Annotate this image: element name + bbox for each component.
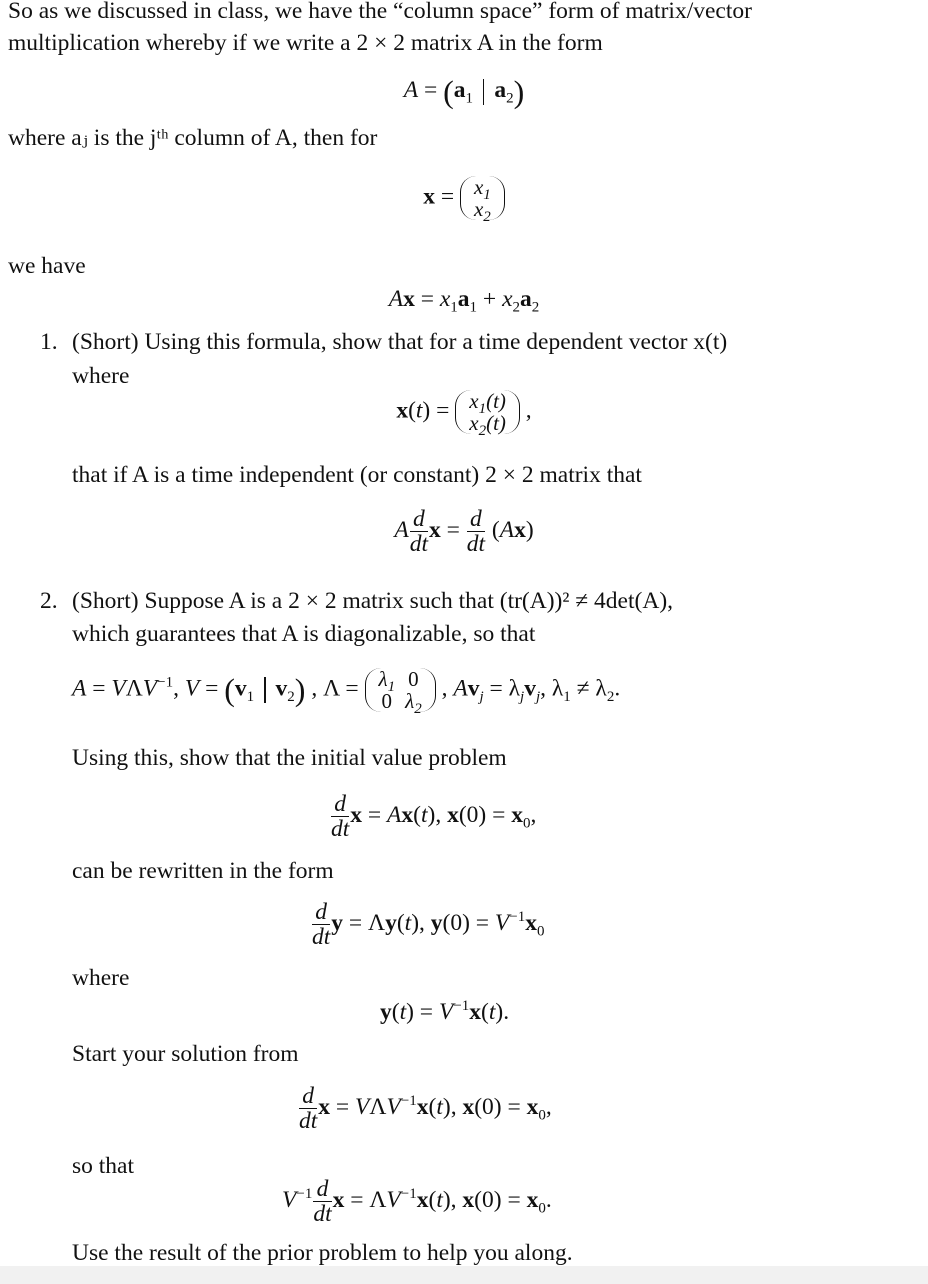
problem-2-text-using: Using this, show that the initial value problem — [72, 745, 507, 771]
intro-line-2: multiplication whereby if we write a 2 × 2 matrix A in the form — [8, 30, 603, 56]
intro-where-line: where aⱼ is the jᵗʰ column of A, then for — [8, 125, 378, 151]
equation-so-that: $V^{-1}$ $\frac{d}{dt}$ $x = \Lambda V^{-1}x(t)$, $x(0) = x_0$. — [282, 1176, 552, 1227]
equation-x-of-t: x(t) = $x_1(t)$ $x_2(t)$ , — [396, 389, 532, 440]
problem-2-text-line-2: which guarantees that A is diagonalizable, so that — [72, 621, 536, 647]
problem-1-text-line-2: where — [72, 363, 130, 389]
equation-column-form: $A = (a_1$ $a_2$) — [403, 73, 525, 110]
equation-derivative-commute: A $\frac{d}{dt}$ x = $\frac{d}{dt}$ (Ax) — [394, 506, 534, 557]
bottom-strip — [0, 1266, 928, 1284]
problem-2-text-start: Start your solution from — [72, 1041, 299, 1067]
problem-2-text-where: where — [72, 965, 130, 991]
equation-ivp-x: $\frac{d}{dt}$ x = Ax(t), $x(0) = x_0$, — [331, 791, 537, 842]
problem-1-text-line-1: (Short) Using this formula, show that for a time dependent vector x(t) — [72, 329, 728, 355]
problem-1-number: 1. — [40, 329, 58, 355]
equation-start: $\frac{d}{dt}$ $x = V\Lambda V^{-1}x(t)$, $x(0) = x_0$, — [299, 1083, 552, 1134]
equation-ivp-y: $\frac{d}{dt}$ y = Λy(t), $y(0) = V^{-1}x_0$ — [312, 899, 545, 950]
intro-line-1: So as we discussed in class, we have the “column space” form of matrix/vector — [8, 0, 752, 24]
problem-2-text-rewritten: can be rewritten in the form — [72, 858, 334, 884]
equation-ax-combination: $Ax = x_1a_1 + x_2a_2$ — [388, 286, 540, 316]
equation-x-vector: x = $x_1$ $x_2$ — [0, 176, 928, 220]
intro-we-have: we have — [8, 253, 86, 279]
problem-2-number: 2. — [40, 588, 58, 614]
problem-1-text-line-3: that if A is a time independent (or constant) 2 × 2 matrix that — [72, 462, 642, 488]
problem-2-text-use: Use the result of the prior problem to help you along. — [72, 1240, 573, 1266]
equation-y-definition: $y(t) = V^{-1}x(t)$. — [380, 998, 510, 1025]
problem-2-text-so-that: so that — [72, 1153, 135, 1179]
equation-diagonalization: $A = V\Lambda V^{-1}$, $V = (v_1$ $v_2$) , Λ = $\lambda_1$ 0 0 $\lambda_2$ , $Av_j = \lambda_jv_j$, $\lambda_1 \ne \lambda_2$. — [72, 667, 621, 718]
problem-2-text-line-1: (Short) Suppose A is a 2 × 2 matrix such that (tr(A))² ≠ 4det(A), — [72, 588, 674, 614]
